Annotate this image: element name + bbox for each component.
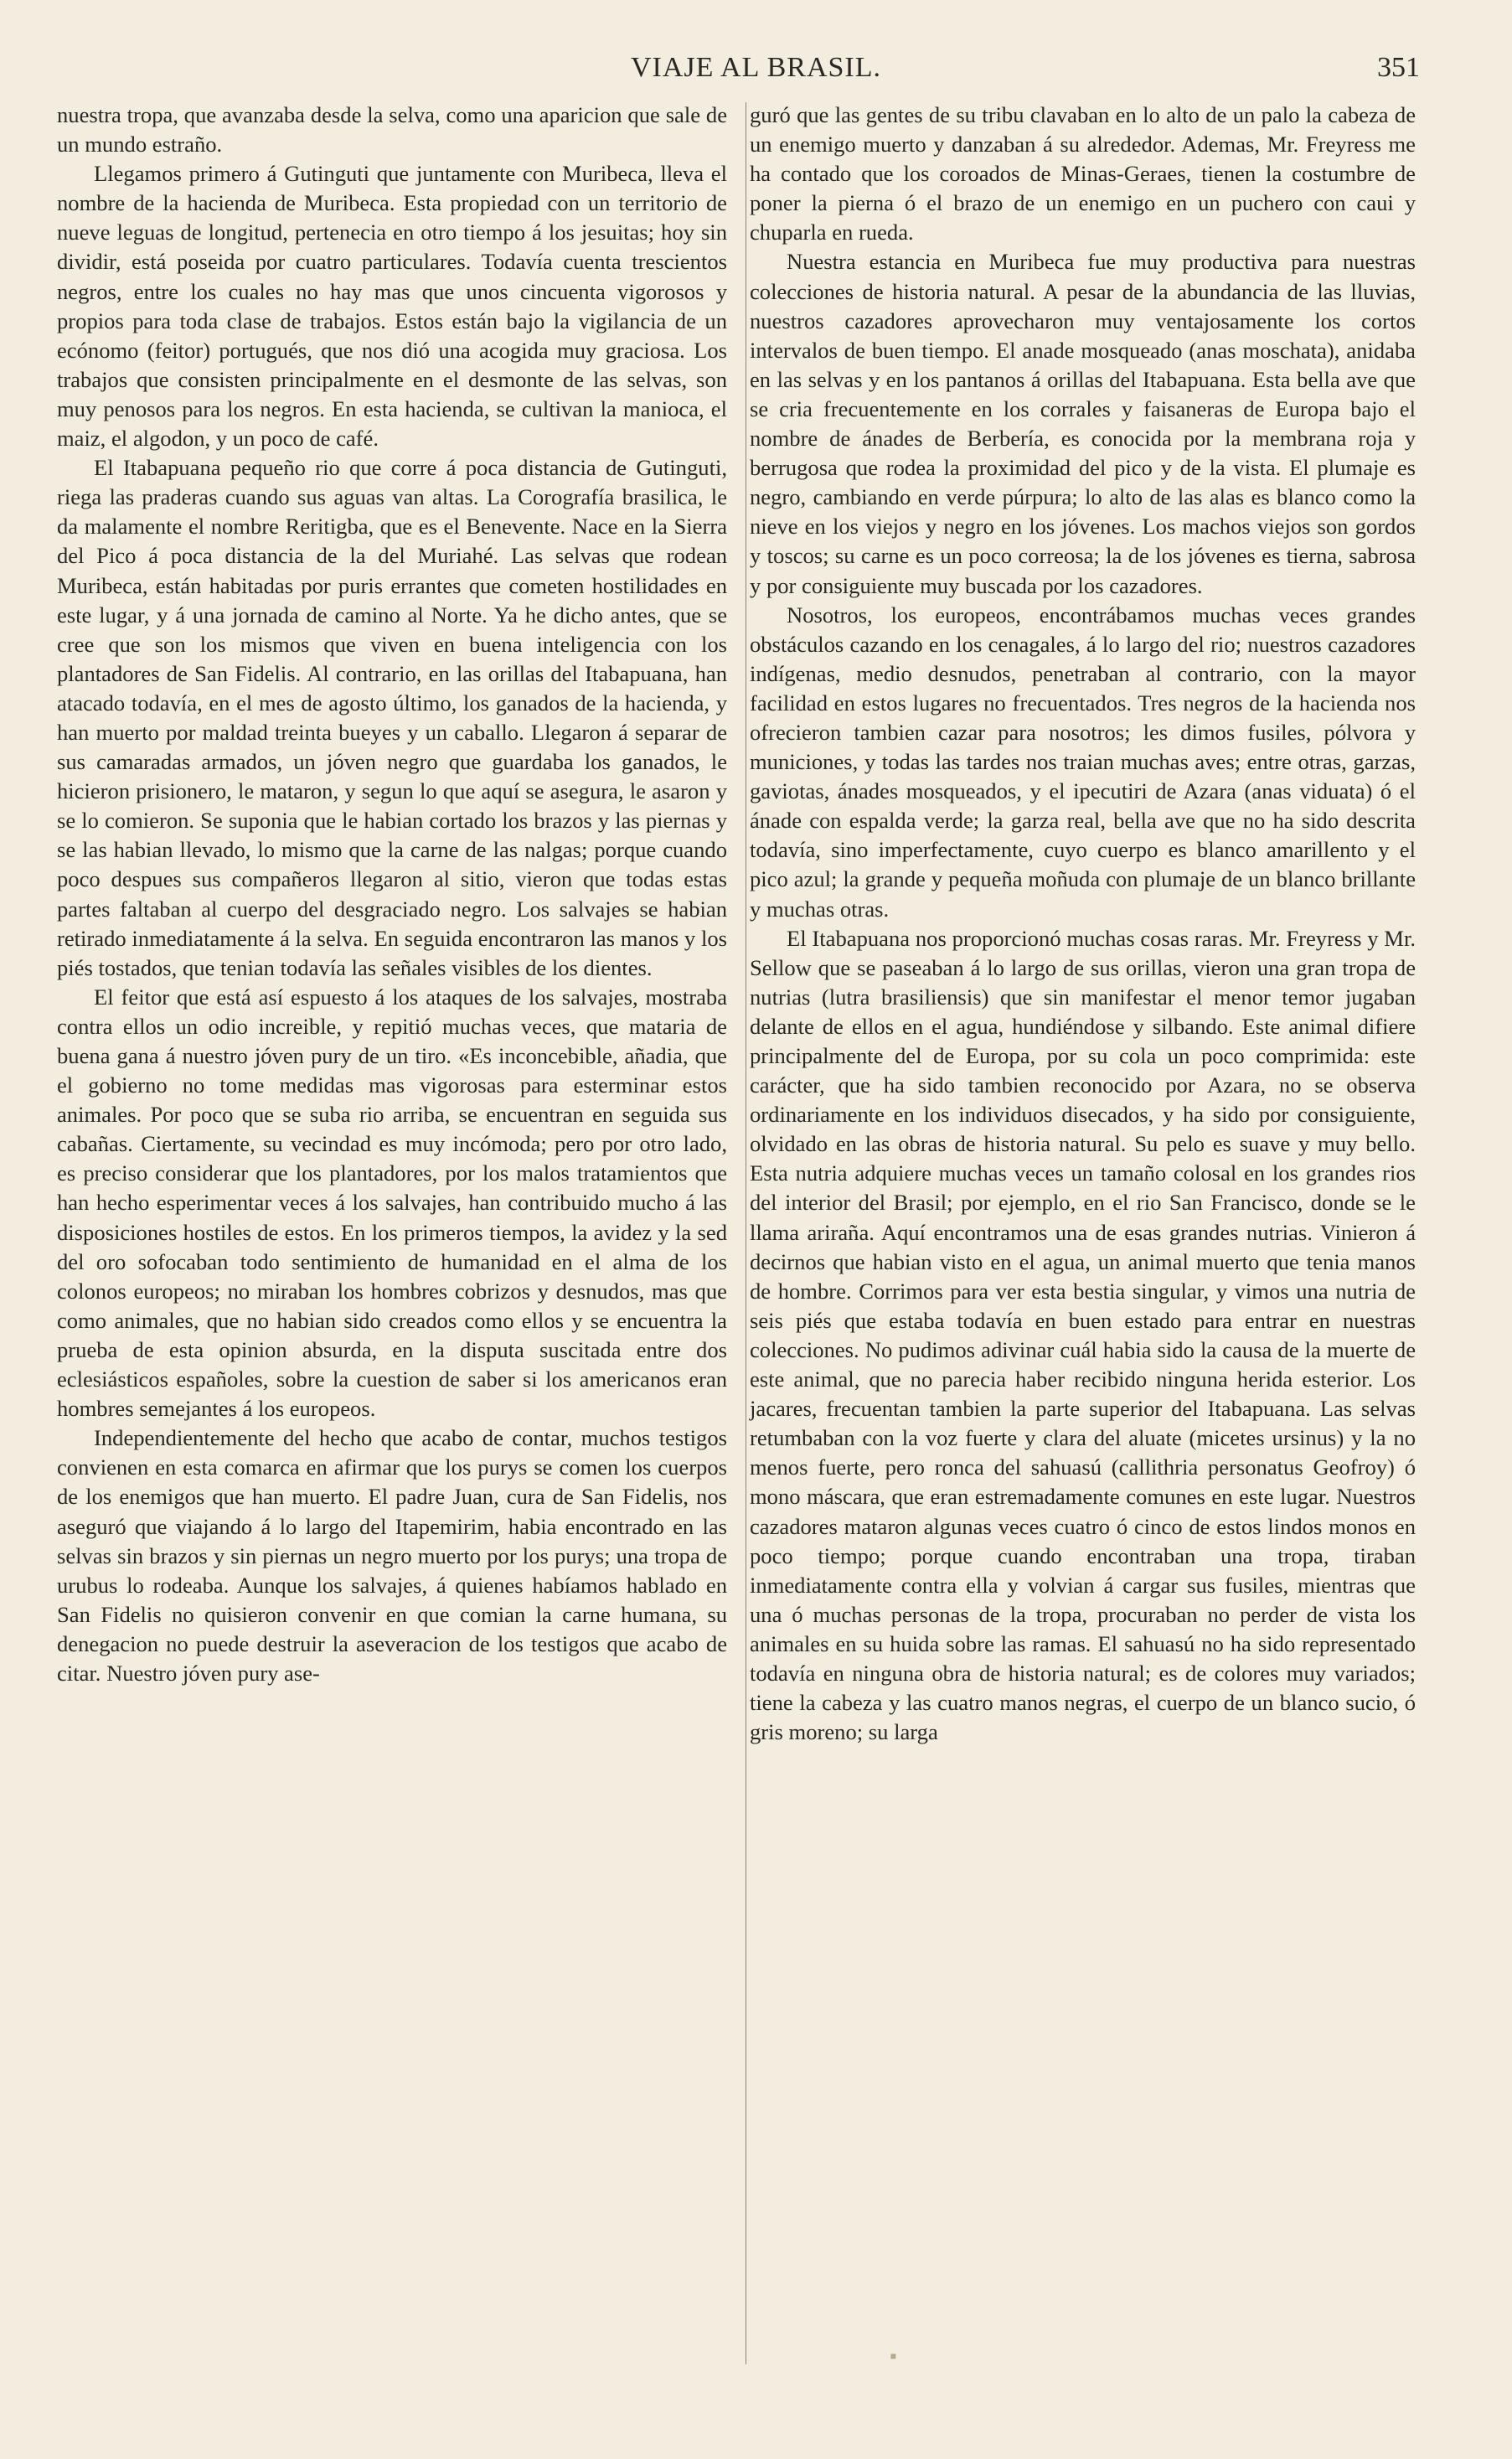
paragraph: El feitor que está así espuesto á los ataques de los salvajes, mostraba contra ellos un odio increible, y repitió muchas veces, que mataria de buena gana á nuestro jóven pury de un tiro. «Es inconcebible, añadia, que el gobierno no tome medidas mas vigorosas para esterminar estos animales. Por poco que se suba rio arriba, se encuentran en seguida sus cabañas. Ciertamente, su vecindad es muy incómoda; pero por otro lado, es preciso considerar que los plantadores, por los malos tratamientos que han hecho esperimentar veces á los salvajes, han contribuido mucho á las disposiciones hostiles de estos. En los primeros tiempos, la avidez y la sed del oro sofocaban todo sentimiento de humanidad en el alma de los colonos europeos; no miraban los hombres cobrizos y desnudos, mas que como animales, que no habian sido creados como ellos y se encuentra la prueba de esta opinion absurda, en la disputa suscitada entre dos eclesiásticos españoles, sobre la cuestion de saber si los americanos eran hombres semejantes á los europeos. bbox=[57, 984, 727, 1422]
paragraph: Llegamos primero á Gutinguti que juntamente con Muribeca, lleva el nombre de la hacienda de Muribeca. Esta propiedad con un territorio de nueve leguas de longitud, pertenecia en otro tiempo á los jesuitas; hoy sin dividir, está poseida por cuatro particulares. Todavía cuenta trescientos negros, entre los cuales no hay mas que unos cincuenta vigorosos y propios para toda clase de trabajos. Estos están bajo la vigilancia de un ecónomo (feitor) portugués, que nos dió una acogida muy graciosa. Los trabajos que consisten principalmente en el desmonte de las selvas, son muy penosos para los negros. En esta hacienda, se cultivan la manioca, el maiz, el algodon, y un poco de café. bbox=[57, 161, 727, 452]
paragraph: Nuestra estancia en Muribeca fue muy productiva para nuestras colecciones de historia natural. A pesar de la abundancia de las lluvias, nuestros cazadores aprovecharon muy ventajosamente los cortos intervalos de buen tiempo. El anade mosqueado (anas moschata), anidaba en las selvas y en los pantanos á orillas del Itabapuana. Esta bella ave que se cria frecuentemente en los corrales y faisaneras de Europa bajo el nombre de ánades de Berbería, es conocida por la membrana roja y berrugosa que rodea la proximidad del pico y de la vista. El plumaje es negro, cambiando en verde púrpura; lo alto de las alas es blanco como la nieve en los viejos y negro en los jóvenes. Los machos viejos son gordos y toscos; su carne es un poco correosa; la de los jóvenes es tierna, sabrosa y por consiguiente muy buscada por los cazadores. bbox=[750, 249, 1416, 598]
page-number: 351 bbox=[1377, 52, 1420, 83]
paragraph: Independientemente del hecho que acabo de contar, muchos testigos convienen en esta comarca en afirmar que los purys se comen los cuerpos de los enemigos que han muerto. El padre Juan, cura de San Fidelis, nos aseguró que viajando á lo largo del Itapemirim, habia encontrado en las selvas sin brazos y sin piernas un negro muerto por los purys; una tropa de urubus lo rodeaba. Aunque los salvajes, á quienes habíamos hablado en San Fidelis no quisieron convenir en que comian la carne humana, su denegacion no puede destruir la aseveracion de los testigos que acabo de citar. Nuestro jóven pury ase- bbox=[57, 1425, 727, 1686]
running-head bbox=[0, 52, 1512, 96]
paragraph: guró que las gentes de su tribu clavaban en lo alto de un palo la cabeza de un enemigo muerto y danzaban á su alrededor. Ademas, Mr. Freyress me ha contado que los coroados de Minas-Geraes, tienen la costumbre de poner la pierna ó el brazo de un enemigo en un puchero con caui y chuparla en rueda. bbox=[750, 102, 1416, 245]
right-column bbox=[750, 101, 1416, 1747]
paragraph: nuestra tropa, que avanzaba desde la selva, como una aparicion que sale de un mundo estraño. bbox=[57, 102, 727, 158]
paragraph: El Itabapuana nos proporcionó muchas cosas raras. Mr. Freyress y Mr. Sellow que se paseaban á lo largo de sus orillas, vieron una gran tropa de nutrias (lutra brasiliensis) que sin manifestar el menor temor jugaban delante de ellos en el agua, hundiéndose y silbando. Este animal difiere principalmente del de Europa, por su cola un poco comprimida: este carácter, que ha sido tambien reconocido por Azara, no se observa ordinariamente en los individuos disecados, y ha sido por consiguiente, olvidado en las obras de historia natural. Su pelo es suave y muy bello. Esta nutria adquiere muchas veces un tamaño colosal en los grandes rios del interior del Brasil; por ejemplo, en el rio San Francisco, donde se le llama ariraña. Aquí encontramos una de esas grandes nutrias. Vinieron á decirnos que habian visto en el agua, un animal muerto que tenia manos de hombre. Corrimos para ver esta bestia singular, y vimos una nutria de seis piés que estaba todavía en buen estado para entrar en nuestras colecciones. No pudimos adivinar cuál habia sido la causa de la muerte de este animal, que no parecia haber recibido ninguna herida esterior. Los jacares, frecuentan tambien la parte superior del Itabapuana. Las selvas retumbaban con la voz fuerte y clara del aluate (micetes ursinus) y la no menos fuerte, pero ronca del sahuasú (callithria personatus Geofroy) ó mono máscara, que eran estremadamente comunes en este lugar. Nuestros cazadores mataron algunas veces cuatro ó cinco de estos lindos monos en poco tiempo; porque cuando encontraban una tropa, tiraban inmediatamente contra ella y volvian á cargar sus fusiles, mientras que una ó muchas personas de la tropa, procuraban no perder de vista los animales en su huida sobre las ramas. El sahuasú no ha sido representado todavía en ninguna obra de historia natural; es de colores muy variados; tiene la cabeza y las cuatro manos negras, el cuerpo de un blanco sucio, ó gris moreno; su larga bbox=[750, 925, 1416, 1745]
paragraph: El Itabapuana pequeño rio que corre á poca distancia de Gutinguti, riega las praderas cuando sus aguas van altas. La Corografía brasilica, le da malamente el nombre Reritigba, que es el Benevente. Nace en la Sierra del Pico á poca distancia de la del Muriahé. Las selvas que rodean Muribeca, están habitadas por puris errantes que cometen hostilidades en este lugar, y á una jornada de camino al Norte. Ya he dicho antes, que se cree que son los mismos que viven en buena inteligencia con los plantadores de San Fidelis. Al contrario, en las orillas del Itabapuana, han atacado todavía, en el mes de agosto último, los ganados de la hacienda, y han muerto por maldad treinta bueyes y un caballo. Llegaron á separar de sus camaradas armados, un jóven negro que guardaba los ganados, le hicieron prisionero, le mataron, y segun lo que aquí se asegura, le asaron y se lo comieron. Se suponia que le habian cortado los brazos y las piernas y se las habian llevado, lo mismo que la carne de las nalgas; porque cuando poco despues sus compañeros llegaron al sitio, vieron que todas estas partes faltaban al cuerpo del desgraciado negro. Los salvajes se habian retirado inmediatamente á la selva. En seguida encontraron las manos y los piés tostados, que tenian todavía las señales visibles de los dientes. bbox=[57, 455, 727, 980]
running-title: VIAJE AL BRASIL. bbox=[630, 52, 882, 83]
left-column bbox=[57, 101, 727, 1688]
paragraph: Nosotros, los europeos, encontrábamos muchas veces grandes obstáculos cazando en los cenagales, á lo largo del rio; nuestros cazadores indígenas, medio desnudos, penetraban al contrario, con la mayor facilidad en estos lugares no frecuentados. Tres negros de la hacienda nos ofrecieron tambien cazar para nosotros; les dimos fusiles, pólvora y municiones, y todas las tardes nos traian muchas aves; entre otras, garzas, gaviotas, ánades mosqueados, y el ipecutiri de Azara (anas viduata) ó el ánade con espalda verde; la garza real, bella ave que no ha sido descrita todavía, sino imperfectamente, cuyo cuerpo es blanco amarillento y el pico azul; la grande y pequeña moñuda con plumaje de un blanco brillante y muchas otras. bbox=[750, 602, 1416, 922]
page-mark: ▪ bbox=[890, 2346, 897, 2368]
